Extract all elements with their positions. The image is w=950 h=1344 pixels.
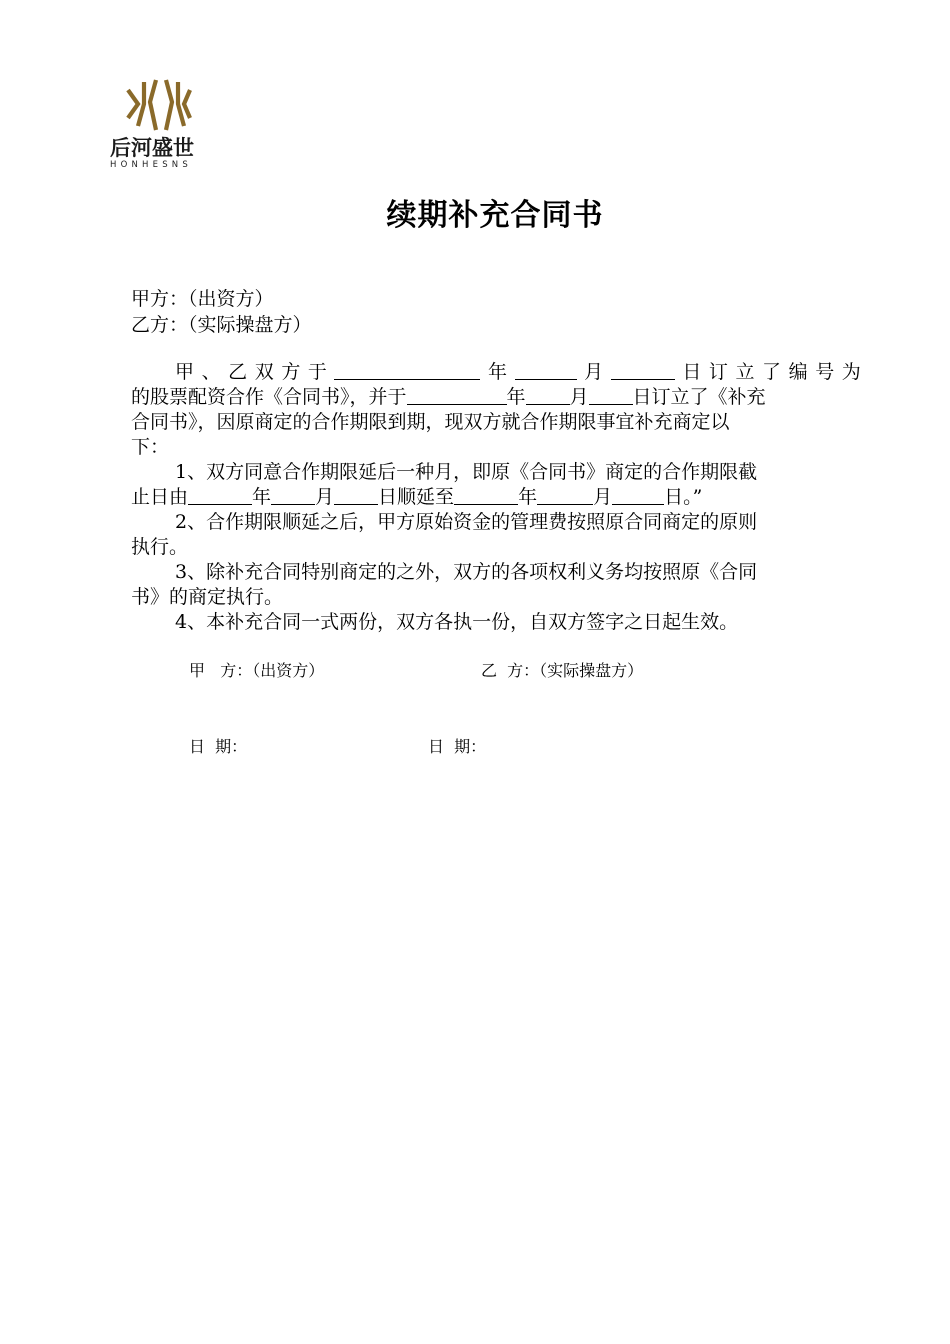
blank-day-field[interactable] bbox=[612, 485, 664, 505]
text-segment: 止日由 bbox=[131, 486, 189, 508]
text-char: 编 bbox=[788, 361, 808, 383]
logo-mark-icon bbox=[122, 76, 194, 134]
text-segment: 年 bbox=[506, 386, 526, 408]
clause-4: 4、本补充合同一式两份，双方各执一份，自双方签字之日起生效。 bbox=[175, 611, 739, 633]
text-char: 号 bbox=[815, 361, 835, 383]
text-char: 订 bbox=[708, 361, 728, 383]
text-char: 年 bbox=[488, 361, 508, 383]
company-logo bbox=[110, 76, 220, 170]
signature-party-a: 甲 方：（出资方） bbox=[189, 661, 325, 680]
text-char: 立 bbox=[735, 361, 755, 383]
signature-party-b: 乙 方：（实际操盘方） bbox=[481, 661, 644, 680]
clause-3: 3、除补充合同特别商定的之外，双方的各项权利义务均按照原《合同 bbox=[175, 561, 758, 583]
document-title: 续期补充合同书 bbox=[386, 198, 604, 233]
blank-year-field[interactable] bbox=[334, 360, 480, 380]
text-segment: 日顺延至 bbox=[378, 486, 455, 508]
blank-day-field[interactable] bbox=[334, 485, 378, 505]
text-char: 方 bbox=[281, 361, 301, 383]
logo-chinese-name: 后河盛世 bbox=[110, 136, 194, 160]
party-a-line: 甲方：（出资方） bbox=[131, 288, 274, 310]
text-segment: 日。” bbox=[664, 486, 703, 508]
clause-3-cont: 书》的商定执行。 bbox=[131, 586, 284, 608]
text-char: 、 bbox=[201, 361, 221, 383]
blank-month-field[interactable] bbox=[537, 485, 593, 505]
text-char: 乙 bbox=[228, 361, 248, 383]
contract-body bbox=[131, 360, 861, 635]
blank-month-field[interactable] bbox=[271, 485, 315, 505]
blank-day-field[interactable] bbox=[611, 360, 675, 380]
text-char: 日 bbox=[682, 361, 702, 383]
clause-1: 1、双方同意合作期限延后一种月，即原《合同书》商定的合作期限截 bbox=[175, 461, 758, 483]
text-char: 月 bbox=[584, 361, 604, 383]
blank-year-field[interactable] bbox=[454, 485, 518, 505]
clause-1-cont bbox=[131, 485, 861, 510]
text-segment: 年 bbox=[252, 486, 272, 508]
body-line-4: 下： bbox=[131, 436, 170, 458]
text-segment: 月 bbox=[569, 386, 589, 408]
text-segment: 日订立了《补充 bbox=[632, 386, 766, 408]
text-segment: 的股票配资合作《合同书》，并于 bbox=[131, 386, 407, 408]
text-char: 为 bbox=[841, 361, 861, 383]
text-char: 于 bbox=[307, 361, 327, 383]
logo-english-name: HONHESNS bbox=[110, 160, 192, 170]
text-segment: 月 bbox=[315, 486, 335, 508]
body-line-3: 合同书》，因原商定的合作期限到期，现双方就合作期限事宜补充商定以 bbox=[131, 411, 730, 433]
blank-day-field[interactable] bbox=[589, 385, 633, 405]
signature-date-b: 日 期： bbox=[428, 737, 487, 756]
party-b-line: 乙方：（实际操盘方） bbox=[131, 314, 312, 336]
text-char: 甲 bbox=[175, 361, 195, 383]
body-line-1 bbox=[131, 360, 861, 385]
blank-year-field[interactable] bbox=[188, 485, 252, 505]
clause-2-cont: 执行。 bbox=[131, 536, 189, 558]
signature-date-a: 日 期： bbox=[189, 737, 248, 756]
text-char: 了 bbox=[762, 361, 782, 383]
clause-2: 2、合作期限顺延之后，甲方原始资金的管理费按照原合同商定的原则 bbox=[175, 511, 758, 533]
body-line-2 bbox=[131, 385, 861, 410]
text-segment: 月 bbox=[593, 486, 613, 508]
text-segment: 年 bbox=[518, 486, 538, 508]
blank-month-field[interactable] bbox=[526, 385, 570, 405]
blank-year-field[interactable] bbox=[407, 385, 507, 405]
text-char: 双 bbox=[254, 361, 274, 383]
blank-month-field[interactable] bbox=[515, 360, 577, 380]
